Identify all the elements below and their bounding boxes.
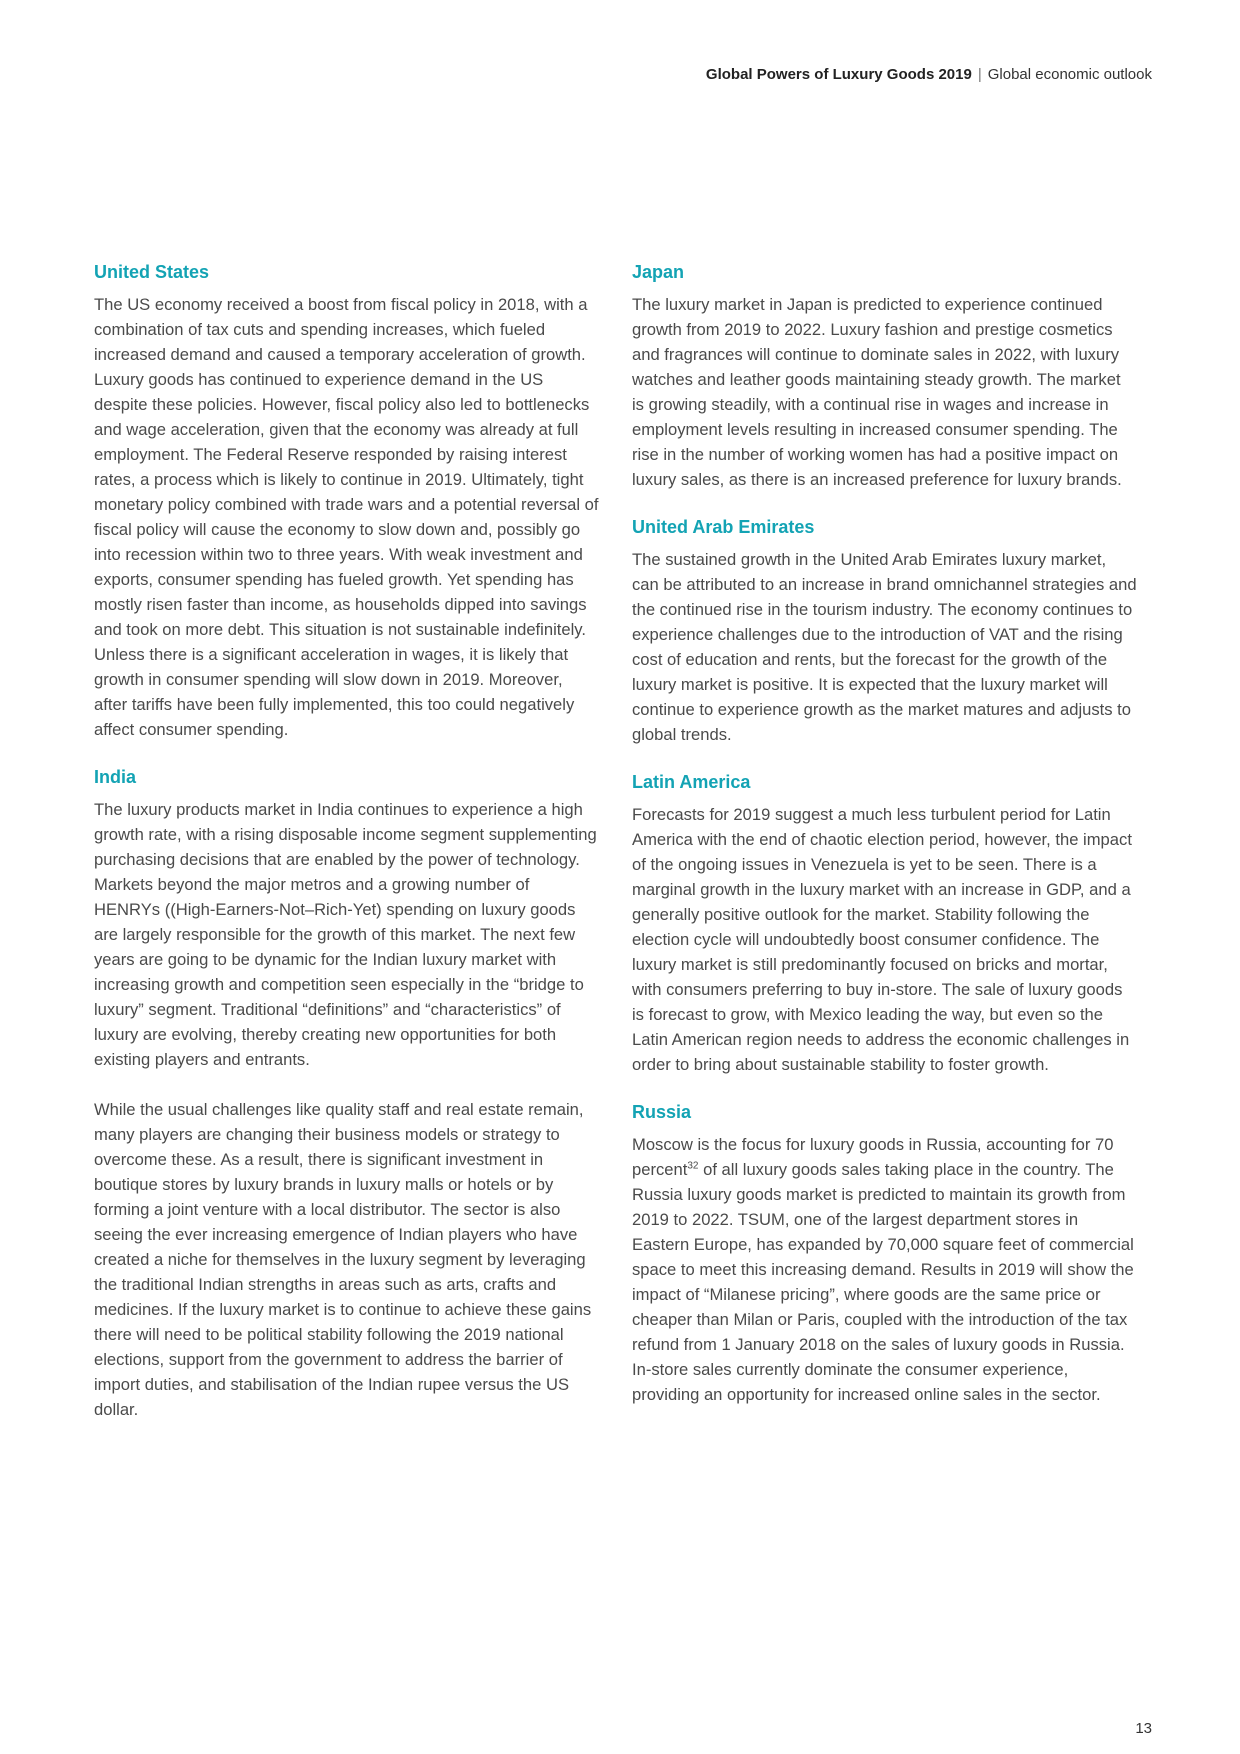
right-column: [632, 262, 1137, 1432]
section-heading-uae: United Arab Emirates: [632, 517, 815, 537]
left-column: [94, 262, 599, 1447]
section-heading-latin-america: Latin America: [632, 772, 751, 792]
section-uae: [632, 517, 1137, 747]
section-body-india-2: While the usual challenges like quality staff and real estate remain, many players are changing their business models or strategy to overcome these. As a result, there is significant investment in boutique stores by luxury brands in luxury malls or hotels or by forming a joint venture with a local distributor. The sector is also seeing the ever increasing emergence of Indian players who have created a niche for themselves in the luxury segment by leveraging the traditional Indian strengths in areas such as arts, crafts and medicines. If the luxury market is to continue to achieve these gains there will need to be political stability following the 2019 national elections, support from the government to address the barrier of import duties, and stabilisation of the Indian rupee versus the US dollar.: [94, 1100, 592, 1419]
section-body-united-states: The US economy received a boost from fiscal policy in 2018, with a combination of tax cuts and spending increases, which fueled increased demand and caused a temporary acceleration of growth. Luxury goods has continued to experience demand in the US despite these policies. However, fiscal policy also led to bottlenecks and wage acceleration, given that the economy was already at full employment. The Federal Reserve responded by raising interest rates, a process which is likely to continue in 2019. Ultimately, tight monetary policy combined with trade wars and a potential reversal of fiscal policy will cause the economy to slow down and, possibly go into recession within two to three years. With weak investment and exports, consumer spending has fueled growth. Yet spending has mostly risen faster than income, as households dipped into savings and took on more debt. This situation is not sustainable indefinitely. Unless there is a significant acceleration in wages, it is likely that growth in consumer spending will slow down in 2019. Moreover, after tariffs have been fully implemented, this too could negatively affect consumer spending.: [94, 295, 599, 739]
section-body-russia: [632, 1132, 1137, 1407]
section-heading-united-states: United States: [94, 262, 210, 282]
document-title: Global Powers of Luxury Goods 2019: [705, 66, 972, 83]
section-india: [94, 767, 599, 1422]
running-header: [706, 66, 1152, 83]
russia-body-part-1: Moscow is the focus for luxury goods in Russia, accounting for 70 percent: [632, 1135, 1114, 1179]
section-body-uae: The sustained growth in the United Arab Emirates luxury market, can be attributed to an increase in brand omnichannel strategies and the continued rise in the tourism industry. The economy continues to experience challenges due to the introduction of VAT and the rising cost of education and rents, but the forecast for the growth of the luxury market is positive. It is expected that the luxury market will continue to experience growth as the market matures and adjusts to global trends.: [632, 550, 1137, 744]
section-body-japan: The luxury market in Japan is predicted to experience continued growth from 2019 to 2022. Luxury fashion and prestige cosmetics and fragrances will continue to dominate sales in 2022, with luxury watches and leather goods maintaining steady growth. The market is growing steadily, with a continual rise in wages and increase in employment levels resulting in increased consumer spending. The rise in the number of working women has had a positive impact on luxury sales, as there is an increased preference for luxury brands.: [632, 295, 1122, 489]
section-japan: [632, 262, 1137, 492]
section-heading-russia: Russia: [632, 1102, 692, 1122]
section-body-india-1: The luxury products market in India continues to experience a high growth rate, with a rising disposable income segment supplementing purchasing decisions that are enabled by the power of technology. Markets beyond the major metros and a growing number of HENRYs ((High-Earners-Not–Rich-Yet) spending on luxury goods are largely responsible for the growth of this market. The next few years are going to be dynamic for the Indian luxury market with increasing growth and competition seen especially in the “bridge to luxury” segment. Traditional “definitions” and “characteristics” of luxury are evolving, thereby creating new opportunities for both existing players and entrants.: [94, 800, 597, 1069]
section-united-states: [94, 262, 599, 742]
page-number: 13: [1135, 1720, 1152, 1737]
section-russia: [632, 1102, 1137, 1407]
header-separator: |: [977, 66, 982, 83]
section-body-latin-america: Forecasts for 2019 suggest a much less turbulent period for Latin America with the end of chaotic election period, however, the impact of the ongoing issues in Venezuela is yet to be seen. There is a marginal growth in the luxury market with an increase in GDP, and a generally positive outlook for the market. Stability following the election cycle will undoubtedly boost consumer confidence. The luxury market is still predominantly focused on bricks and mortar, with consumers preferring to buy in-store. The sale of luxury goods is forecast to grow, with Mexico leading the way, but even so the Latin American region needs to address the economic challenges in order to bring about sustainable stability to foster growth.: [632, 805, 1132, 1074]
section-title: Global economic outlook: [987, 66, 1152, 83]
footnote-reference[interactable]: 32: [687, 1160, 699, 1172]
section-heading-india: India: [94, 767, 137, 787]
russia-body-part-2: of all luxury goods sales taking place in the country. The Russia luxury goods market is predicted to maintain its growth from 2019 to 2022. TSUM, one of the largest department stores in Eastern Europe, has expanded by 70,000 square feet of commercial space to meet this increasing demand. Results in 2019 will show the impact of “Milanese pricing”, where goods are the same price or cheaper than Milan or Paris, coupled with the introduction of the tax refund from 1 January 2018 on the sales of luxury goods in Russia. In-store sales currently dominate the consumer experience, providing an opportunity for increased online sales in the sector.: [632, 1160, 1134, 1404]
section-latin-america: [632, 772, 1137, 1077]
section-heading-japan: Japan: [632, 262, 685, 282]
